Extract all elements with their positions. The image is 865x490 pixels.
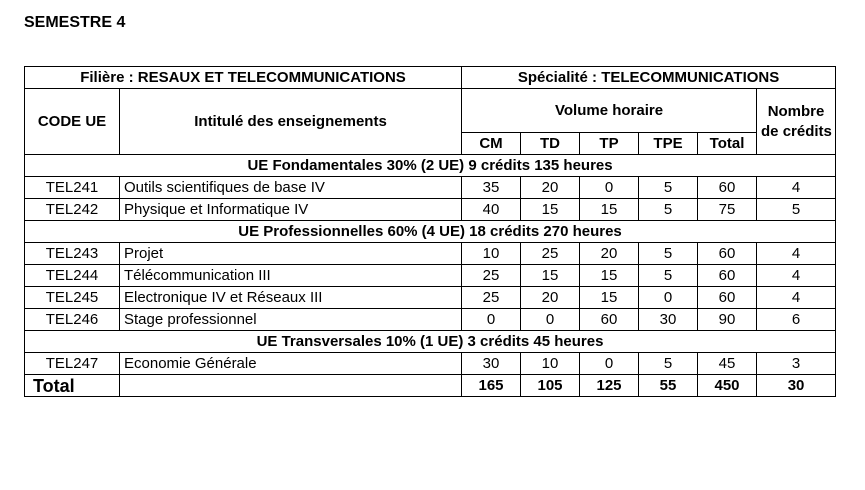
- course-tpe: 5: [639, 177, 698, 199]
- course-tp: 20: [580, 243, 639, 265]
- course-total: 60: [698, 243, 757, 265]
- code-ue-header: CODE UE: [25, 89, 120, 155]
- tpe-header: TPE: [639, 133, 698, 155]
- section-row: [25, 221, 836, 243]
- course-cm: 10: [462, 243, 521, 265]
- specialite-label: Spécialité : TELECOMMUNICATIONS: [462, 67, 836, 89]
- credits-header-line2: de crédits: [761, 122, 832, 140]
- totals-empty-cell: [120, 375, 462, 397]
- course-tp: 0: [580, 353, 639, 375]
- totals-label: Total: [25, 375, 120, 397]
- totals-credits: 30: [757, 375, 836, 397]
- course-credits: 4: [757, 265, 836, 287]
- course-row: [25, 287, 836, 309]
- totals-row: [25, 375, 836, 397]
- course-name: Télécommunication III: [120, 265, 462, 287]
- filiere-label: Filière : RESAUX ET TELECOMMUNICATIONS: [25, 67, 462, 89]
- course-row: [25, 309, 836, 331]
- header-row-top: [25, 67, 836, 89]
- course-total: 60: [698, 287, 757, 309]
- course-td: 0: [521, 309, 580, 331]
- course-name: Physique et Informatique IV: [120, 199, 462, 221]
- course-tpe: 5: [639, 243, 698, 265]
- total-header: Total: [698, 133, 757, 155]
- credits-header: [757, 89, 836, 155]
- cm-header: CM: [462, 133, 521, 155]
- volume-horaire-header: Volume horaire: [462, 89, 757, 133]
- course-name: Economie Générale: [120, 353, 462, 375]
- course-code: TEL246: [25, 309, 120, 331]
- course-td: 10: [521, 353, 580, 375]
- section-title: UE Fondamentales 30% (2 UE) 9 crédits 135 heures: [25, 155, 836, 177]
- course-code: TEL247: [25, 353, 120, 375]
- course-code: TEL241: [25, 177, 120, 199]
- intitule-header: Intitulé des enseignements: [120, 89, 462, 155]
- course-credits: 5: [757, 199, 836, 221]
- course-total: 45: [698, 353, 757, 375]
- course-tpe: 5: [639, 353, 698, 375]
- course-total: 90: [698, 309, 757, 331]
- course-code: TEL244: [25, 265, 120, 287]
- header-row-volume: [25, 89, 836, 133]
- course-row: [25, 243, 836, 265]
- course-credits: 4: [757, 177, 836, 199]
- course-name: Stage professionnel: [120, 309, 462, 331]
- course-tpe: 30: [639, 309, 698, 331]
- course-td: 15: [521, 265, 580, 287]
- course-code: TEL243: [25, 243, 120, 265]
- course-tp: 15: [580, 287, 639, 309]
- totals-td: 105: [521, 375, 580, 397]
- course-tp: 15: [580, 199, 639, 221]
- semester-title: SEMESTRE 4: [24, 14, 126, 31]
- credits-header-line1: Nombre: [767, 102, 825, 120]
- course-cm: 30: [462, 353, 521, 375]
- totals-tp: 125: [580, 375, 639, 397]
- course-credits: 6: [757, 309, 836, 331]
- section-row: [25, 155, 836, 177]
- course-cm: 25: [462, 287, 521, 309]
- course-total: 60: [698, 177, 757, 199]
- course-name: Projet: [120, 243, 462, 265]
- section-title: UE Transversales 10% (1 UE) 3 crédits 45 heures: [25, 331, 836, 353]
- tp-header: TP: [580, 133, 639, 155]
- course-row: [25, 177, 836, 199]
- course-td: 15: [521, 199, 580, 221]
- course-td: 25: [521, 243, 580, 265]
- course-code: TEL245: [25, 287, 120, 309]
- course-tp: 0: [580, 177, 639, 199]
- course-cm: 40: [462, 199, 521, 221]
- course-td: 20: [521, 177, 580, 199]
- course-total: 60: [698, 265, 757, 287]
- course-code: TEL242: [25, 199, 120, 221]
- totals-cm: 165: [462, 375, 521, 397]
- section-row: [25, 331, 836, 353]
- td-header: TD: [521, 133, 580, 155]
- course-credits: 4: [757, 287, 836, 309]
- course-name: Outils scientifiques de base IV: [120, 177, 462, 199]
- course-credits: 3: [757, 353, 836, 375]
- course-tp: 15: [580, 265, 639, 287]
- section-title: UE Professionnelles 60% (4 UE) 18 crédits 270 heures: [25, 221, 836, 243]
- course-tp: 60: [580, 309, 639, 331]
- course-cm: 25: [462, 265, 521, 287]
- course-row: [25, 199, 836, 221]
- course-row: [25, 265, 836, 287]
- course-td: 20: [521, 287, 580, 309]
- curriculum-table: [24, 66, 836, 397]
- course-row: [25, 353, 836, 375]
- course-cm: 0: [462, 309, 521, 331]
- course-tpe: 0: [639, 287, 698, 309]
- course-name: Electronique IV et Réseaux III: [120, 287, 462, 309]
- course-tpe: 5: [639, 265, 698, 287]
- course-credits: 4: [757, 243, 836, 265]
- course-tpe: 5: [639, 199, 698, 221]
- course-cm: 35: [462, 177, 521, 199]
- totals-total: 450: [698, 375, 757, 397]
- course-total: 75: [698, 199, 757, 221]
- totals-tpe: 55: [639, 375, 698, 397]
